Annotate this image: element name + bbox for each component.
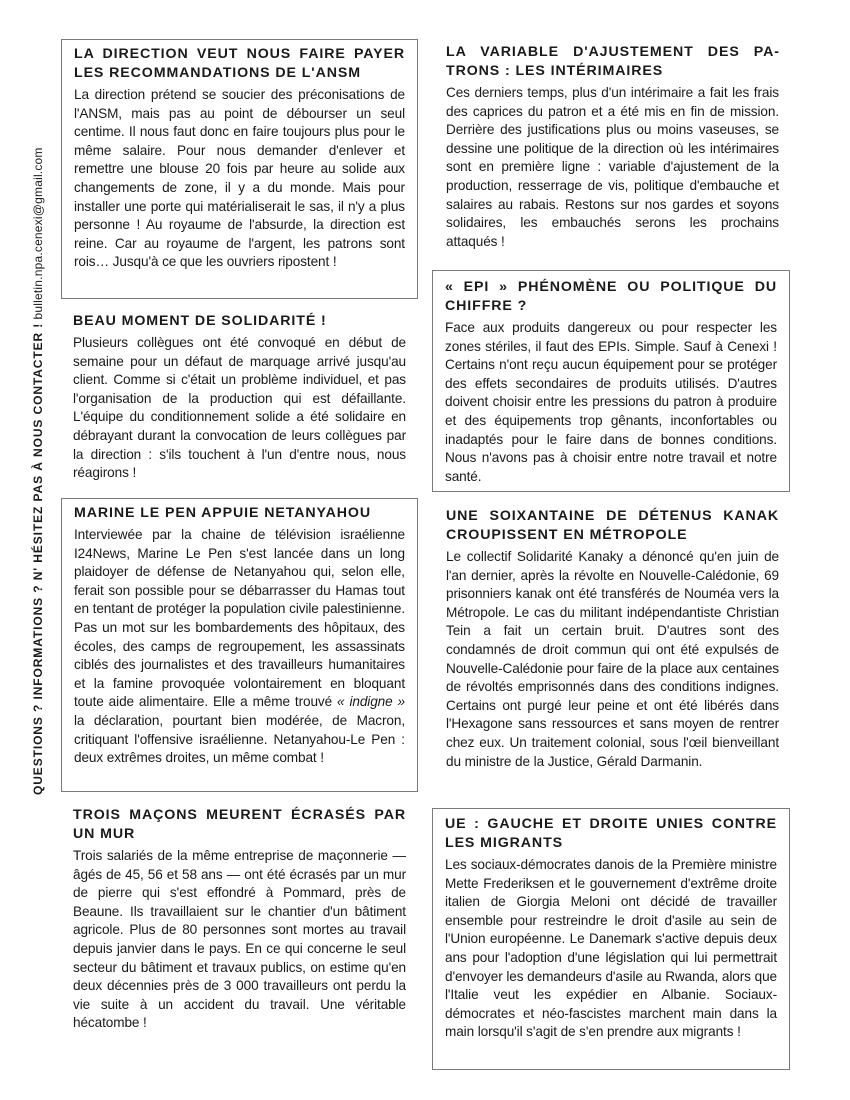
article-title: BEAU MOMENT DE SOLIDARITÉ !: [73, 313, 327, 329]
contact-banner: [31, 135, 45, 795]
article-body: [74, 526, 405, 768]
article-title: UE : GAUCHE ET DROITE UNIES CONTRE LES MIGRANTS: [445, 816, 777, 851]
article-title: « EPI » PHÉNOMÈNE OU POLITIQUE DU CHIFFRE ?: [445, 279, 777, 314]
article-title: UNE SOIXANTAINE DE DÉTENUS KANAK CROUPISSENT EN MÉTROPOLE: [446, 508, 779, 543]
article-body: Le collectif Solidarité Kanaky a dénoncé qu'en juin de l'an dernier, après la révolte en Nouvelle-Calédonie, 69 prisonniers kanak ont été transférés de Nouméa vers la Métropole. Le cas du militant indépendantiste Christian Tein a fait un certain bruit. D'autres sont des condamnés de droit commun qui ont été expulsés de Nouvelle-Calédonie pour faire de la place aux centaines de révoltés emprisonnés dans des conditions indignes. Certains ont purgé leur peine et ont été libérés dans l'Hexagone sans ressources et sans moyen de rentrer chez eux. Un traitement colonial, sous l'œil bienveillant du ministre de la Justice, Gérald Darmanin.: [446, 549, 779, 769]
contact-email[interactable]: bulletin.npa.cenexi@gmail.com: [31, 147, 45, 320]
article-title: MARINE LE PEN APPUIE NETANYAHOU: [74, 505, 371, 521]
article-solidarite: [61, 308, 418, 493]
article-quote: « indigne »: [337, 694, 405, 710]
article-title: LA VARIABLE D'AJUSTEMENT DES PATRONS : LES INTÉRIMAIRES: [446, 44, 779, 79]
contact-prompt: QUESTIONS ? INFORMATIONS ? N' HÉSITEZ PAS À NOUS CONTACTER !: [31, 322, 45, 795]
article-kanak: [434, 503, 791, 798]
article-ansm: [61, 39, 418, 299]
article-body: Ces derniers temps, plus d'un intérimaire a fait les frais des caprices du patron et a été mis en fin de mission. Derrière des justifications plus ou moins vaseuses, se dessine une politique de la direction où les intérimaires sont en première ligne : variable d'ajustement de la production, resserrage de vis, politique d'embauche et salaires au rabais. Restons sur nos gardes et soyons solidaires, les embauchés serons les prochains attaqués !: [446, 85, 779, 249]
article-interimaires: [434, 39, 791, 259]
article-macons: [61, 802, 418, 1042]
article-body: Les sociaux-démocrates danois de la Première ministre Mette Frederiksen et le gouvernement d'extrême droite italien de Giorgia Meloni ont décidé de travailler ensemble pour restreindre le droit d'asile au sein de l'Union européenne. Le Danemark s'active depuis deux ans pour l'adoption d'une législation qui lui permettrait d'envoyer les demandeurs d'asile au Rwanda, alors que l'Italie veut les expédier en Albanie. Sociaux-démocrates et néo-fascistes marchent main dans la main lorsqu'il s'agit de s'en prendre aux migrants !: [445, 857, 777, 1040]
article-migrants: [432, 808, 790, 1070]
article-title: TROIS MAÇONS MEURENT ÉCRASÉS PAR UN MUR: [73, 807, 406, 842]
article-body: Face aux produits dangereux ou pour respecter les zones stériles, il faut des EPIs. Simple. Sauf à Cenexi ! Certains n'ont reçu aucun équipement pour se protéger des effets secondaires de produits utilisés. D'autres doivent choisir entre les pressions du patron à produire et des équipements trop gênants, inconfortables ou inadaptés pour le faire dans de bonnes conditions. Nous n'avons pas à choisir entre notre travail et notre santé.: [445, 320, 777, 484]
contact-sidebar: [26, 0, 48, 1100]
article-le-pen: [61, 498, 418, 792]
article-body: Trois salariés de la même entreprise de maçonnerie — âgés de 45, 56 et 58 ans — ont été écrasés par un mur de pierre qui s'est effondré à Pommard, près de Beaune. Ils travaillaient sur le chantier d'un bâtiment agricole. Plus de 80 personnes sont mortes au travail depuis janvier dans le pays. En ce qui concerne le seul secteur du bâtiment et travaux publics, on estime qu'en deux décennies près de 3 000 travailleurs ont perdu la vie suite à un accident du travail. Une véritable hécatombe !: [73, 848, 406, 1031]
article-epi: [432, 270, 790, 492]
article-body: La direction prétend se soucier des préconisations de l'ANSM, mais pas au point de débourser un seul centime. Il nous faut donc en faire toujours plus pour le même salaire. Pour nous demander d'enlever et remettre une blouse 20 fois par heure au solide aux changements de zone, il y a du monde. Mais pour installer une porte qui matérialiserait le sas, il n'y a plus personne ! Au royaume de l'absurde, la direction est reine. Car au royaume de l'argent, les patrons sont rois… Jusqu'à ce que les ouvriers ripostent !: [74, 87, 405, 270]
article-body-text: la déclaration, pourtant bien modérée, de Macron, critiquant l'offensive israélienne. Netanyahou-Le Pen : deux extrêmes droites, un même combat !: [74, 712, 405, 766]
article-body: Plusieurs collègues ont été convoqué en début de semaine pour un défaut de marquage arrivé jusqu'au client. Comme si c'était un problème individuel, et pas l'organisation de la production qui est défaillante. L'équipe du conditionnement solide a été solidaire en débrayant durant la convocation de leurs collègues par la direction : s'ils touchent à l'un d'entre nous, nous réagirons !: [73, 335, 406, 481]
article-title: LA DIRECTION VEUT NOUS FAIRE PAYER LES RECOMMANDATIONS DE L'ANSM: [74, 46, 405, 81]
article-body-text: Interviewée par la chaine de télévision israélienne I24News, Marine Le Pen s'est lancée dans un long plaidoyer de défense de Netanyahou qui, selon elle, ferait son possible pour se débarrasser du Hamas tout en tentant de protéger la population civile palestinienne. Pas un mot sur les bombardements des hôpitaux, des écoles, des camps de regroupement, les assassinats ciblés des journalistes et des travailleurs humanitaires et la famine provoquée volontairement en bloquant toute aide alimentaire. Elle a même trouvé: [74, 527, 405, 710]
